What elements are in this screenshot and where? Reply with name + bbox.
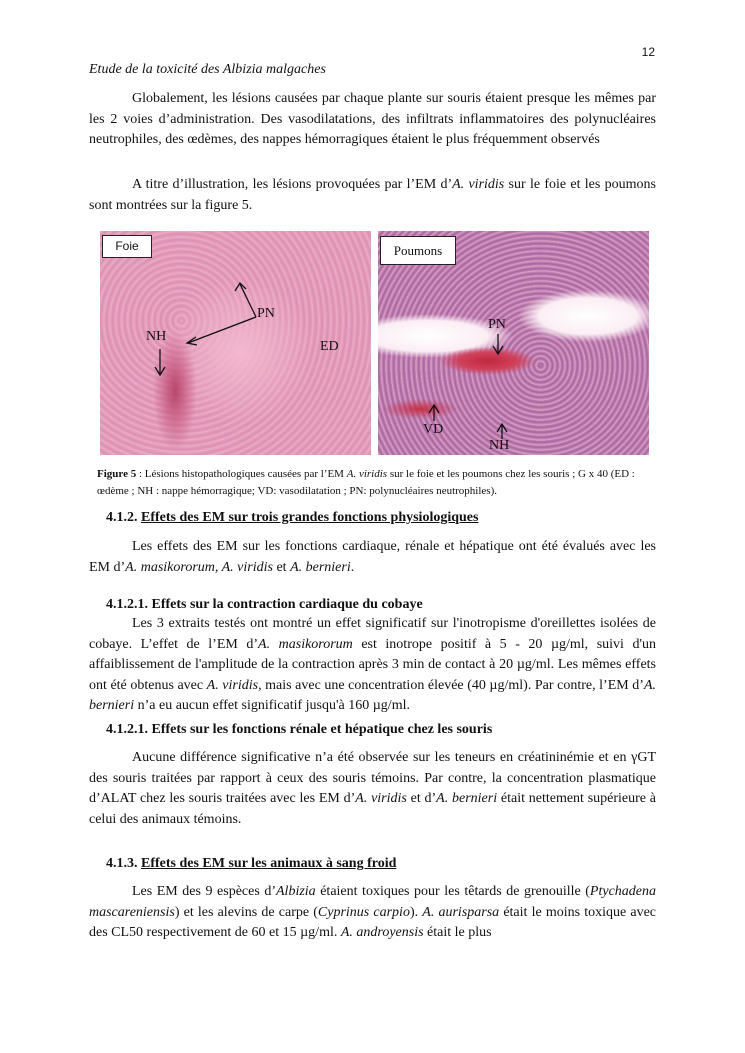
lung-label-nh: NH xyxy=(489,438,510,453)
lung-micrograph xyxy=(378,231,649,455)
liver-label-nh: NH xyxy=(146,329,167,344)
liver-label-pn: PN xyxy=(257,306,275,321)
paragraph-renale: Aucune différence significative n’a été observée sur les teneurs en créatininémie et en γGT des souris traitées par rapport à ceux des souris témoins. Par contre, la concentration plasmatique d’ALAT chez les souris traitées avec les EM d’A. viridis et d’A. bernieri était nettement supérieure à celui des animaux témoins. xyxy=(89,750,656,827)
section-4-1-2-heading: 4.1.2. Effets des EM sur trois grandes fonctions physiologiques xyxy=(106,510,479,525)
liver-label-ed: ED xyxy=(320,339,339,354)
paragraph-sang-froid: Les EM des 9 espèces d’Albizia étaient toxiques pour les têtards de grenouille (Ptychadena mascareniensis) et les alevins de carpe (Cyprinus carpio). A. aurisparsa était le moins toxique avec des CL50 respectivement de 60 et 15 µg/ml. A. androyensis était le plus xyxy=(89,884,657,940)
paragraph-illustration: A titre d’illustration, les lésions provoquées par l’EM d’A. viridis sur le foie et les poumons sont montrées sur la figure 5. xyxy=(89,177,656,213)
paragraph-effets: Les effets des EM sur les fonctions cardiaque, rénale et hépatique ont été évalués avec les EM d’A. masikororum, A. viridis et A. bernieri. xyxy=(89,539,656,575)
lung-label-vd: VD xyxy=(423,422,444,437)
paragraph-cardiaque: Les 3 extraits testés ont montré un effet significatif sur l'inotropisme d'oreillettes isolées de cobaye. L’effet de l’EM d’A. masikororum est inotrope positif à 5 - 20 µg/ml, suivi d'un affaiblissement de l'amplitude de la contraction après 3 min de contact à 20 µg/ml. Les mêmes effets ont été obtenus avec A. viridis, mais avec une concentration élevée (40 µg/ml). Par contre, l’EM d’A. bernieri n’a eu aucun effet significatif jusqu'à 160 µg/ml. xyxy=(89,616,657,713)
figure-caption: Figure 5 : Lésions histopathologiques causées par l’EM A. viridis sur le foie et les poumons chez les souris ; G x 40 (ED : œdème ; NH : nappe hémorragique; VD: vasodilatation ; PN: polynucléaires neutrophiles). xyxy=(97,468,635,497)
section-4-1-2-1b-heading: 4.1.2.1. Effets sur les fonctions rénale et hépatique chez les souris xyxy=(106,722,493,737)
page-number: 12 xyxy=(641,45,655,59)
section-4-1-2-1-heading: 4.1.2.1. Effets sur la contraction cardiaque du cobaye xyxy=(106,597,423,612)
paragraph-lesions: Globalement, les lésions causées par chaque plante sur souris étaient presque les mêmes par les 2 voies d’administration. Des vasodilatations, des infiltrats inflammatoires des polynucléaires neutrophiles, des œdèmes, des nappes hémorragiques étaient le plus fréquemment observés xyxy=(89,91,656,147)
lung-arrows xyxy=(378,231,649,455)
section-4-1-3-heading: 4.1.3. Effets des EM sur les animaux à sang froid xyxy=(106,856,397,871)
lung-label-pn: PN xyxy=(488,317,506,332)
running-header: Etude de la toxicité des Albizia malgaches xyxy=(89,62,326,77)
liver-title-box: Foie xyxy=(102,235,152,258)
lung-title-box: Poumons xyxy=(380,236,456,265)
liver-micrograph xyxy=(100,231,371,455)
